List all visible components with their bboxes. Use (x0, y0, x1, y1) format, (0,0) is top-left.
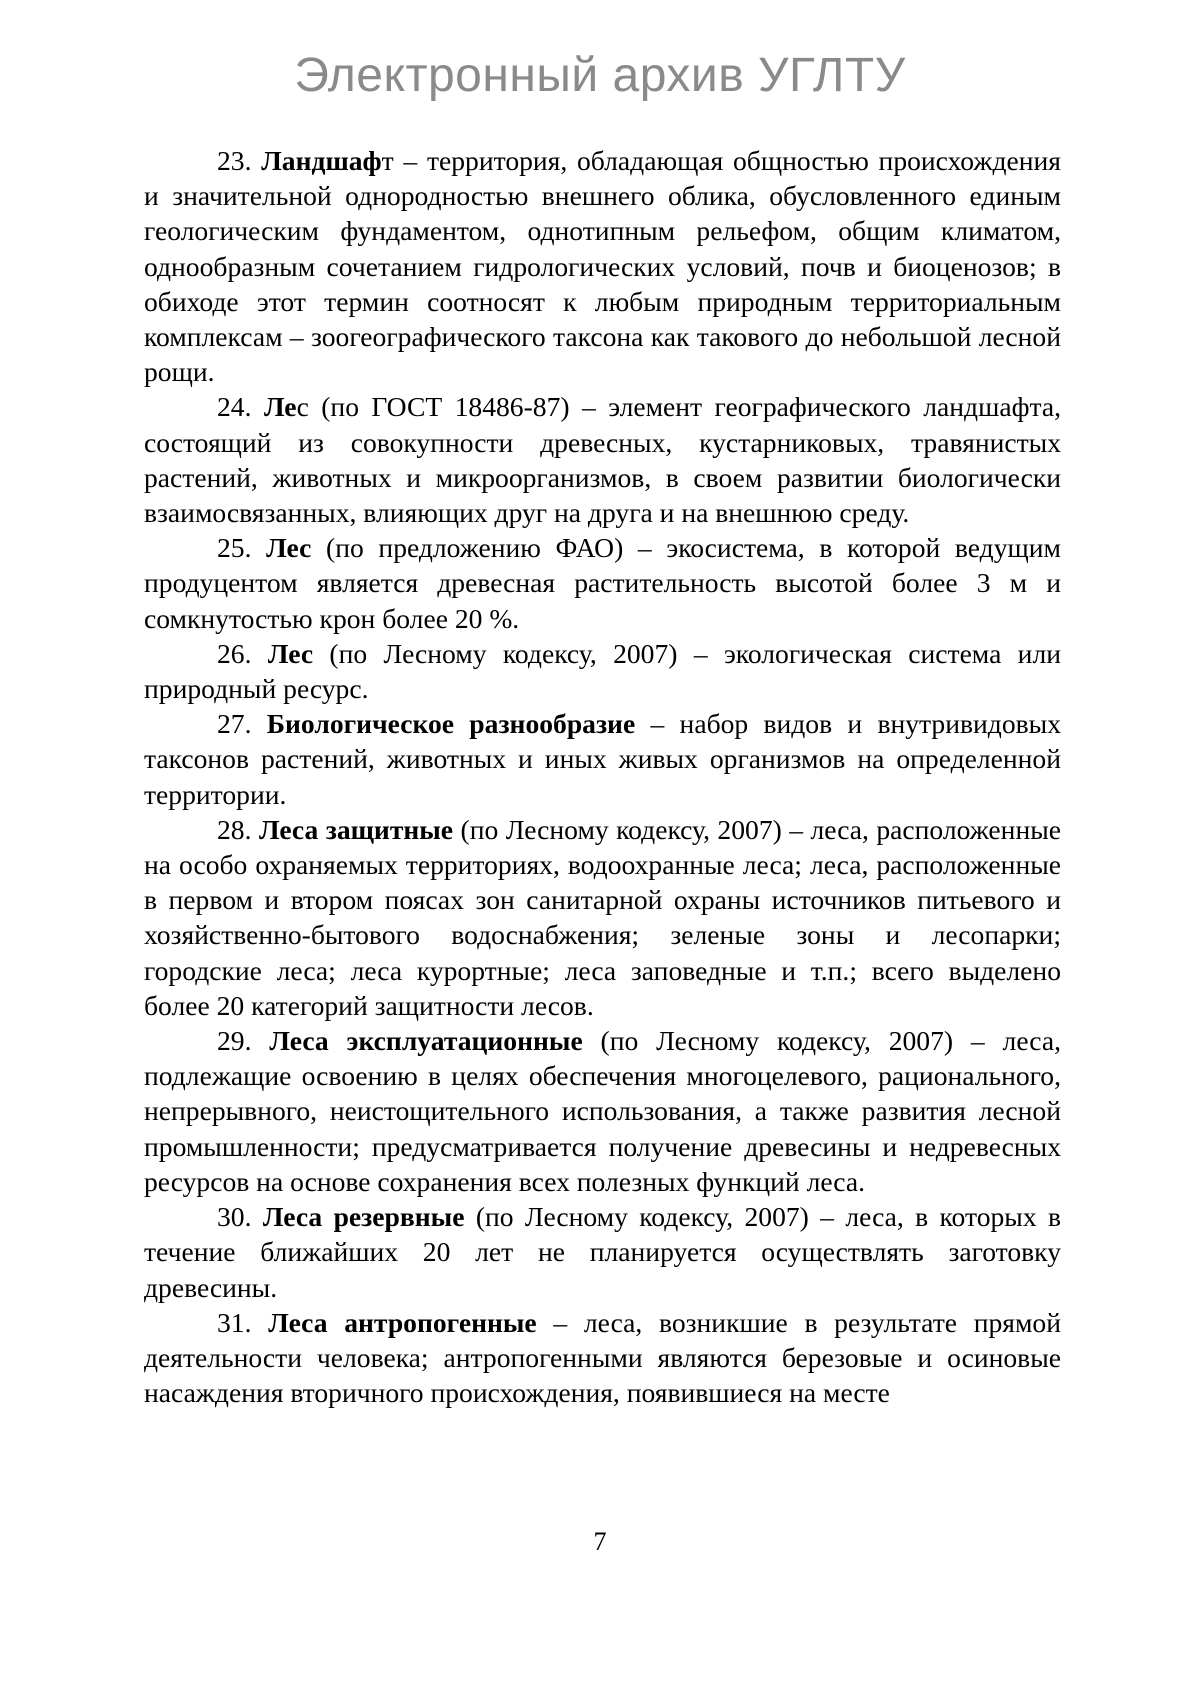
entry-number: 24. (217, 391, 252, 423)
entry-term: Лес (266, 532, 312, 564)
glossary-entry-26 (144, 636, 1061, 706)
entry-definition: (по предложению ФАО) – экосистема, в которой ведущим продуцентом является древесная растительность высотой более 3 м и сомкнутостью крон более 20 %. (144, 532, 1061, 634)
entry-term: Биологическое разнообразие (266, 708, 636, 740)
glossary-entry-24 (144, 389, 1061, 530)
glossary-entry-31 (144, 1305, 1061, 1411)
entry-term: Леса защитные (258, 813, 454, 845)
entry-number: 27. (217, 708, 252, 740)
entry-number: 31. (217, 1306, 252, 1338)
page-number: 7 (593, 1527, 607, 1556)
entry-term: Ландшаф (261, 145, 382, 176)
archive-watermark: Электронный архив УГЛТУ (294, 49, 906, 102)
glossary-entry-30 (144, 1199, 1061, 1305)
entry-definition: т – территория, обладающая общностью происхождения и значительной однородностью внешнего облика, обусловленного единым геологическим фундаментом, однотипным рельефом, общим климатом, однообразным сочетанием гидрологических условий, почв и биоценозов; в обиходе этот термин соотносят к любым природным территориальным комплексам – зоогеографического таксона как такового до небольшой лесной рощи. (144, 145, 1061, 388)
entry-definition: (по Лесному кодексу, 2007) – экологическая система или природный ресурс. (144, 637, 1061, 705)
glossary-entry-28 (144, 812, 1061, 1023)
entry-term: Леса антропогенные (268, 1306, 537, 1338)
entry-term: Леса резервные (262, 1201, 465, 1233)
entry-definition: (по Лесному кодексу, 2007) – леса, расположенные на особо охраняемых территориях, водоохранные леса; леса, расположенные в первом и втором поясах зон санитарной охраны источников питьевого и хозяйственно-бытового водоснабжения; зеленые зоны и лесопарки; городские леса; леса курортные; леса заповедные и т.п.; всего выделено более 20 категорий защитности лесов. (144, 813, 1062, 1021)
entry-term: Леса эксплуатационные (269, 1025, 583, 1057)
glossary-entry-25 (144, 530, 1061, 636)
entry-term: Ле (263, 391, 297, 423)
entry-definition: с (по ГОСТ 18486-87) – элемент географического ландшафта, состоящий из совокупности древесных, кустарниковых, травянистых растений, животных и микроорганизмов, в своем развитии биологически взаимосвязанных, влияющих друг на друга и на внешнюю среду. (144, 391, 1062, 529)
entry-definition: – леса, возникшие в результате прямой деятельности человека; антропогенными являются березовые и осиновые насаждения вторичного происхождения, появившиеся на месте (144, 1306, 1061, 1409)
glossary-entry-29 (144, 1023, 1061, 1199)
entry-number: 29. (217, 1025, 252, 1057)
entry-number: 28. (217, 813, 252, 845)
entry-number: 23. (217, 145, 252, 176)
entry-number: 30. (217, 1201, 252, 1233)
glossary-entry-27 (144, 706, 1061, 812)
document-body (144, 143, 1061, 1410)
entry-definition: (по Лесному кодексу, 2007) – леса, подлежащие освоению в целях обеспечения многоцелевого, рационального, непрерывного, неистощительного использования, а также развития лесной промышленности; предусматривается получение древесины и недревесных ресурсов на основе сохранения всех полезных функций леса. (144, 1025, 1061, 1197)
entry-definition: (по Лесному кодексу, 2007) – леса, в которых в течение ближайших 20 лет не планируется осуществлять заготовку древесины. (144, 1201, 1062, 1303)
entry-number: 25. (217, 532, 252, 564)
glossary-entry-23 (144, 143, 1061, 389)
entry-number: 26. (217, 637, 252, 669)
entry-term: Лес (267, 637, 314, 669)
entry-definition: – набор видов и внутривидовых таксонов растений, животных и иных живых организмов на определенной территории. (144, 708, 1061, 810)
